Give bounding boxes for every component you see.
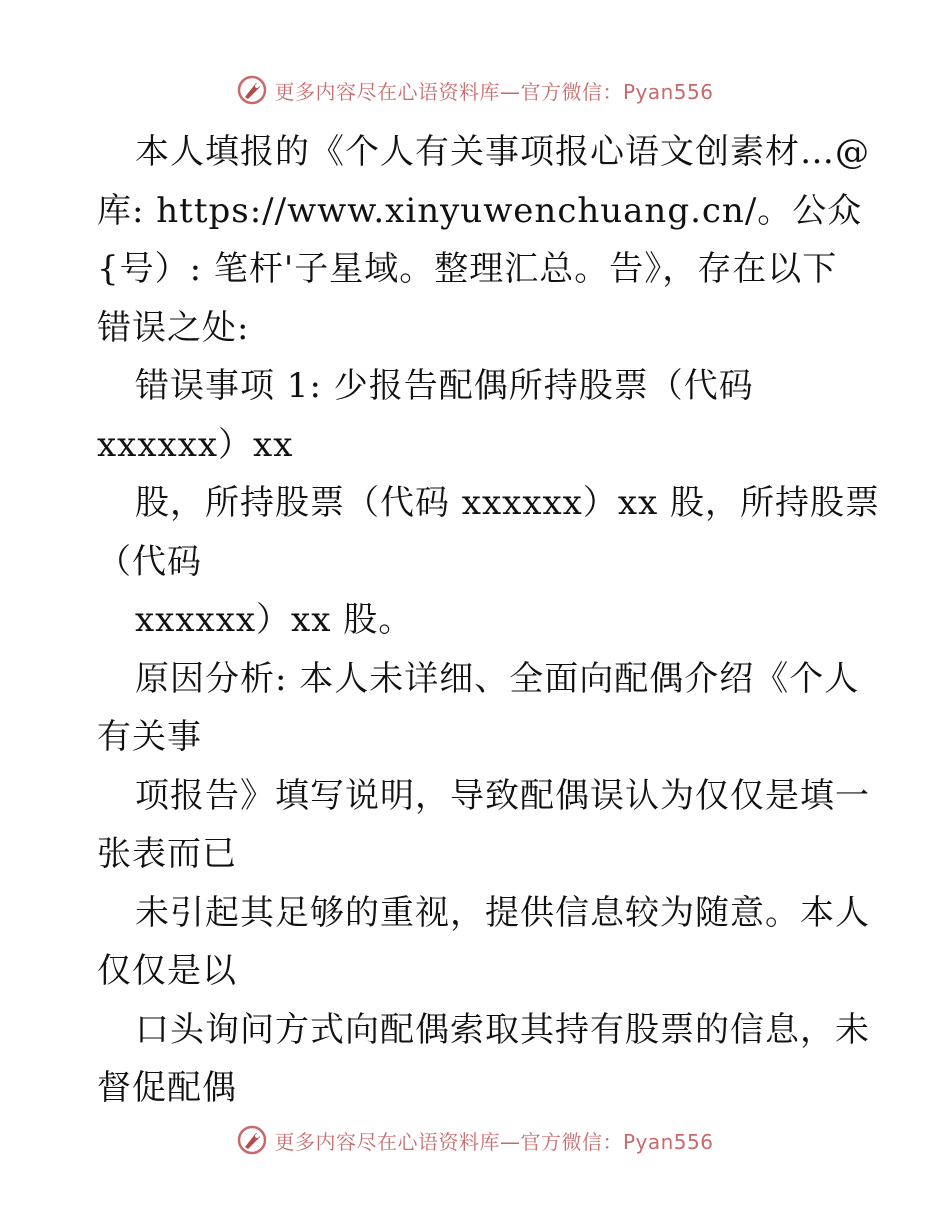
text-line: 原因分析: 本人未详细、全面向配偶介绍《个人: [135, 658, 860, 699]
pen-nib-logo-icon: [236, 74, 268, 106]
text-line: 有关事: [97, 717, 202, 757]
text-line: （代码: [97, 541, 202, 582]
pen-nib-logo-icon: [236, 1124, 268, 1156]
text-line: 错误事项 1: 少报告配偶所持股票（代码: [135, 366, 754, 406]
text-line: {号）: 笔杆'子星域。整理汇总。告》，存在以下: [97, 249, 838, 289]
watermark-text: 更多内容尽在心语资料库—官方微信：Pyan556: [274, 1129, 714, 1154]
document-body: [97, 123, 881, 1118]
footer-watermark: [0, 1120, 950, 1160]
text-line: 仅仅是以: [97, 951, 237, 991]
text-line: 错误之处:: [97, 307, 250, 348]
text-line: 张表而已: [97, 834, 237, 874]
text-line: 股，所持股票（代码 xxxxxx）xx 股，所持股票: [135, 483, 881, 523]
text-line: 本人填报的《个人有关事项报心语文创素材…@: [135, 132, 870, 172]
text-line: 库: https://www.xinyuwenchuang.cn/。公众: [97, 190, 863, 231]
text-line: 未引起其足够的重视，提供信息较为随意。本人: [135, 892, 870, 933]
header-watermark: [0, 70, 950, 110]
text-line: 口头询问方式向配偶索取其持有股票的信息，未: [135, 1009, 870, 1050]
watermark-text: 更多内容尽在心语资料库—官方微信：Pyan556: [274, 79, 714, 104]
text-line: 项报告》填写说明，导致配偶误认为仅仅是填一: [135, 775, 870, 816]
text-line: xxxxxx）xx: [97, 424, 294, 465]
text-line: 督促配偶: [97, 1068, 237, 1108]
text-line: xxxxxx）xx 股。: [135, 600, 414, 640]
